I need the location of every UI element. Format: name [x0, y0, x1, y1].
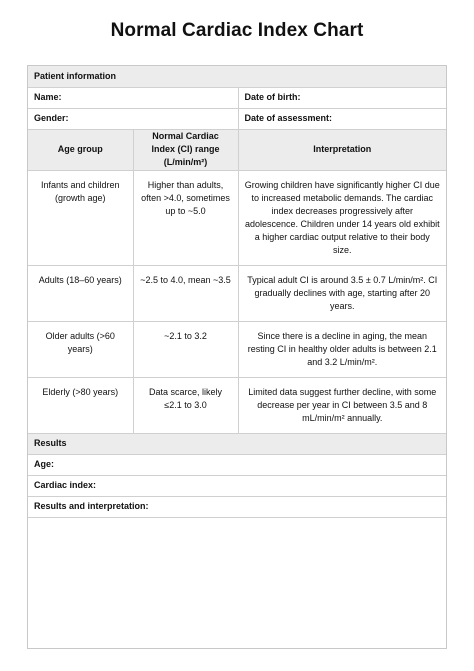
cell-age-group: Infants and children (growth age) — [28, 170, 133, 265]
cell-ci-range: Data scarce, likely ≤2.1 to 3.0 — [133, 377, 238, 433]
cell-interpretation: Growing children have significantly higher CI due to increased metabolic demands. The cardiac index decreases progressively after adolescence. Children under 14 years old exhibit a higher cardiac output relative to their body size. — [238, 170, 446, 265]
cell-ci-range: Higher than adults, often >4.0, sometimes up to ~5.0 — [133, 170, 238, 265]
cell-interpretation: Limited data suggest further decline, with some decrease per year in CI between 3.5 and 8 mL/min/m² annually. — [238, 377, 446, 433]
header-interpretation: Interpretation — [238, 129, 446, 170]
table-row — [28, 170, 446, 265]
results-interpretation-field[interactable]: Results and interpretation: — [28, 496, 446, 517]
cell-age-group: Elderly (>80 years) — [28, 377, 133, 433]
table-header-row — [28, 129, 446, 170]
cell-age-group: Older adults (>60 years) — [28, 321, 133, 377]
header-ci-range: Normal Cardiac Index (CI) range (L/min/m²) — [133, 129, 238, 170]
name-field[interactable]: Name: — [28, 87, 238, 108]
form-frame — [27, 65, 447, 649]
cell-ci-range: ~2.1 to 3.2 — [133, 321, 238, 377]
assessment-date-field[interactable]: Date of assessment: — [238, 108, 446, 129]
dob-field[interactable]: Date of birth: — [238, 87, 446, 108]
table-row — [28, 321, 446, 377]
results-heading: Results — [28, 433, 446, 454]
cell-interpretation: Typical adult CI is around 3.5 ± 0.7 L/min/m². CI gradually declines with age, starting after 20 years. — [238, 265, 446, 321]
cell-interpretation: Since there is a decline in aging, the mean resting CI in healthy older adults is between 2.1 and 3.2 L/min/m². — [238, 321, 446, 377]
gender-field[interactable]: Gender: — [28, 108, 238, 129]
cardiac-index-field[interactable]: Cardiac index: — [28, 475, 446, 496]
table-row — [28, 377, 446, 433]
page-title: Normal Cardiac Index Chart — [110, 20, 364, 41]
cell-age-group: Adults (18–60 years) — [28, 265, 133, 321]
patient-info-heading: Patient information — [28, 66, 446, 87]
cell-ci-range: ~2.5 to 4.0, mean ~3.5 — [133, 265, 238, 321]
header-age-group: Age group — [28, 129, 133, 170]
cardiac-index-form — [28, 66, 446, 518]
table-row — [28, 265, 446, 321]
age-field[interactable]: Age: — [28, 454, 446, 475]
